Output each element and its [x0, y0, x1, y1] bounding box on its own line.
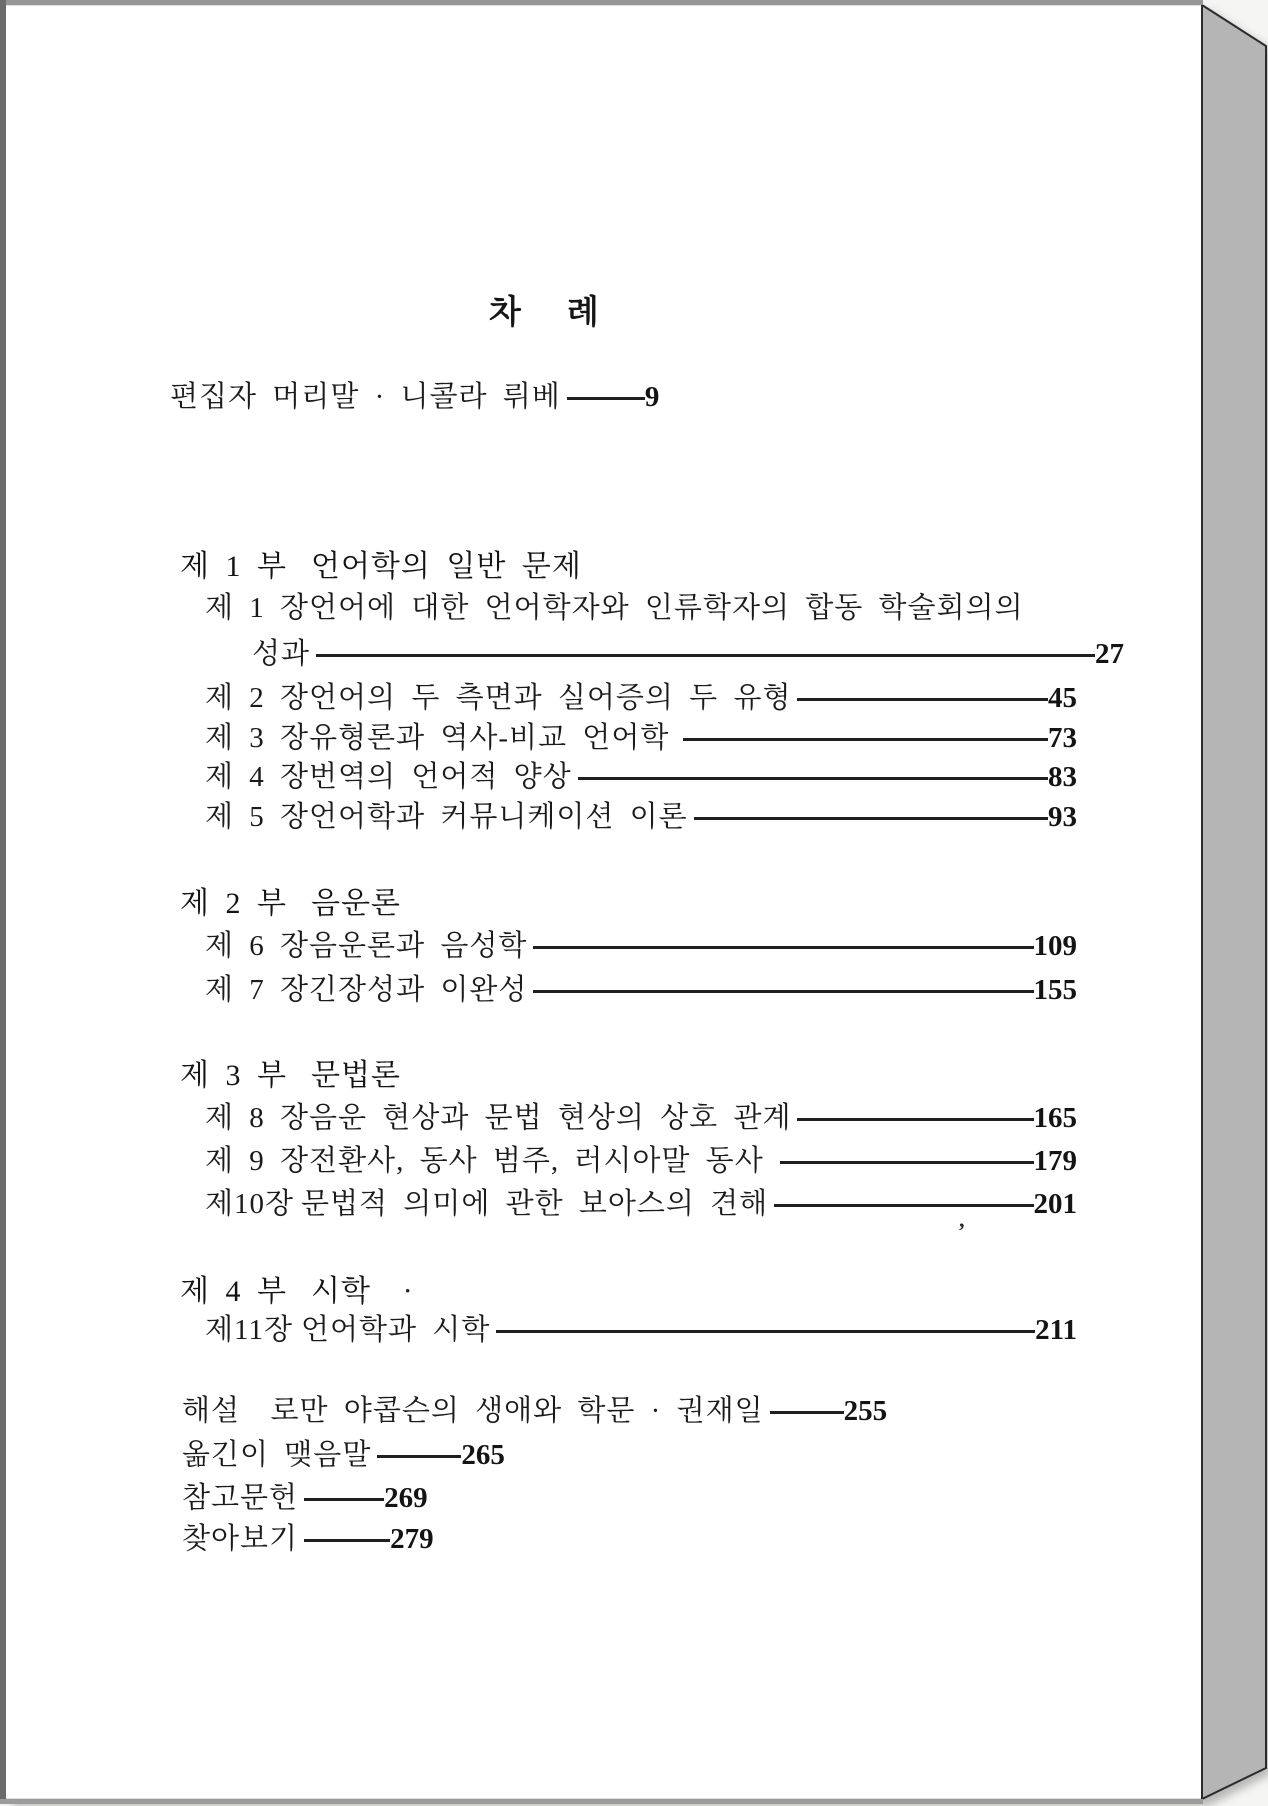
page-number: 265	[461, 1439, 505, 1471]
chapter-label: 제 1 장	[205, 592, 310, 624]
page-number: 155	[1033, 974, 1077, 1006]
chapter-title: 음운 현상과 문법 현상의 상호 관계	[309, 1102, 792, 1134]
chapter-row	[170, 721, 1077, 755]
page-number: 179	[1033, 1145, 1077, 1177]
part-1-header	[170, 549, 1042, 584]
page-number: 27	[1095, 638, 1124, 670]
part-title: 언어학의 일반 문제	[310, 550, 582, 583]
leader-line	[304, 1498, 384, 1501]
back-matter-row	[170, 1438, 1054, 1472]
chapter-row	[170, 1187, 1077, 1221]
chapter-label: 제 2 장	[205, 682, 310, 714]
part-label: 제 3 부	[180, 1059, 287, 1092]
leader-line	[797, 698, 1048, 701]
page-number: 269	[384, 1482, 428, 1514]
chapter-title: 언어학과 커뮤니케이션 이론	[309, 801, 688, 833]
chapter-label: 제 7 장	[205, 974, 310, 1006]
leader-line	[578, 777, 1048, 780]
chapter-label: 제 6 장	[205, 930, 310, 962]
chapter-title: 번역의 언어적 양상	[309, 761, 572, 793]
chapter-label: 제 4 장	[205, 761, 310, 793]
leader-line	[533, 946, 1033, 949]
chapter-row	[170, 681, 1077, 715]
front-matter-row	[170, 380, 1042, 414]
chapter-label: 제 5 장	[205, 801, 310, 833]
leader-line	[304, 1539, 390, 1542]
page-number: 201	[1033, 1188, 1077, 1220]
chapter-row	[170, 1144, 1077, 1178]
part-title: 음운론	[310, 887, 401, 920]
page-number: 83	[1048, 761, 1077, 793]
leader-line	[496, 1330, 1035, 1333]
page-number: 211	[1035, 1314, 1077, 1346]
chapter-label: 제 3 장	[205, 722, 310, 754]
leader-line	[567, 397, 645, 400]
entry-label: 찾아보기	[182, 1523, 299, 1555]
entry-label: 옮긴이 맺음말	[182, 1439, 372, 1471]
scan-artifact-dot: ·	[404, 1278, 412, 1303]
chapter-row	[170, 1313, 1077, 1347]
chapter-title: 음운론과 음성학	[309, 930, 528, 962]
chapter-label: 제 9 장	[205, 1145, 310, 1177]
chapter-title: 언어에 대한 언어학자와 인류학자의 합동 학술회의의	[309, 592, 1024, 624]
leader-line	[774, 1204, 1033, 1207]
chapter-title: 전환사, 동사 범주, 러시아말 동사	[309, 1145, 764, 1177]
chapter-row	[170, 760, 1077, 794]
chapter-title: 문법적 의미에 관한 보아스의 견해	[301, 1188, 769, 1220]
leader-line	[694, 817, 1048, 820]
page-number: 73	[1048, 722, 1077, 754]
page-number: 45	[1048, 682, 1077, 714]
page-number: 255	[843, 1395, 888, 1427]
chapter-label: 제11장	[205, 1314, 293, 1346]
back-matter-row	[170, 1481, 1054, 1515]
leader-line	[377, 1455, 461, 1458]
page-title: 차례	[489, 295, 645, 331]
part-title: 시학	[310, 1275, 371, 1308]
leader-line	[316, 654, 1095, 657]
chapter-label: 제10장	[205, 1188, 295, 1220]
page-number: 279	[390, 1523, 434, 1555]
leader-line	[770, 1411, 844, 1414]
chapter-row-continuation	[170, 637, 1124, 671]
page-number: 109	[1033, 930, 1077, 962]
leader-line	[797, 1118, 1033, 1121]
chapter-title: 언어학과 시학	[301, 1314, 491, 1346]
page-number: 165	[1033, 1102, 1077, 1134]
chapter-title: 언어의 두 측면과 실어증의 두 유형	[309, 682, 792, 714]
page-number: 93	[1048, 801, 1077, 833]
chapter-row	[170, 1101, 1077, 1135]
leader-line	[683, 738, 1048, 741]
part-label: 제 2 부	[180, 887, 287, 920]
back-matter-row	[170, 1522, 1054, 1556]
chapter-title: 긴장성과 이완성	[309, 974, 528, 1006]
part-4-header	[170, 1274, 1042, 1309]
part-3-header	[170, 1058, 1042, 1093]
scan-artifact-apostrophe: ’	[958, 1218, 966, 1243]
part-2-header	[170, 886, 1042, 921]
leader-line	[533, 990, 1033, 993]
chapter-title-continuation: 성과	[252, 638, 311, 670]
part-label: 제 4 부	[180, 1275, 287, 1308]
chapter-row	[170, 591, 1077, 625]
entry-label: 해설 로만 야콥슨의 생애와 학문 · 권재일	[182, 1395, 764, 1427]
chapter-row	[170, 800, 1077, 834]
entry-label: 참고문헌	[182, 1482, 299, 1514]
chapter-label: 제 8 장	[205, 1102, 310, 1134]
part-title: 문법론	[310, 1059, 401, 1092]
chapter-row	[170, 929, 1077, 963]
leader-line	[780, 1161, 1034, 1164]
chapter-row	[170, 973, 1077, 1007]
page-number: 9	[644, 381, 660, 413]
back-matter-row	[170, 1394, 1054, 1428]
entry-label: 편집자 머리말 · 니콜라 뤼베	[170, 381, 561, 413]
part-label: 제 1 부	[180, 550, 287, 583]
chapter-title: 유형론과 역사-비교 언어학	[309, 722, 670, 754]
